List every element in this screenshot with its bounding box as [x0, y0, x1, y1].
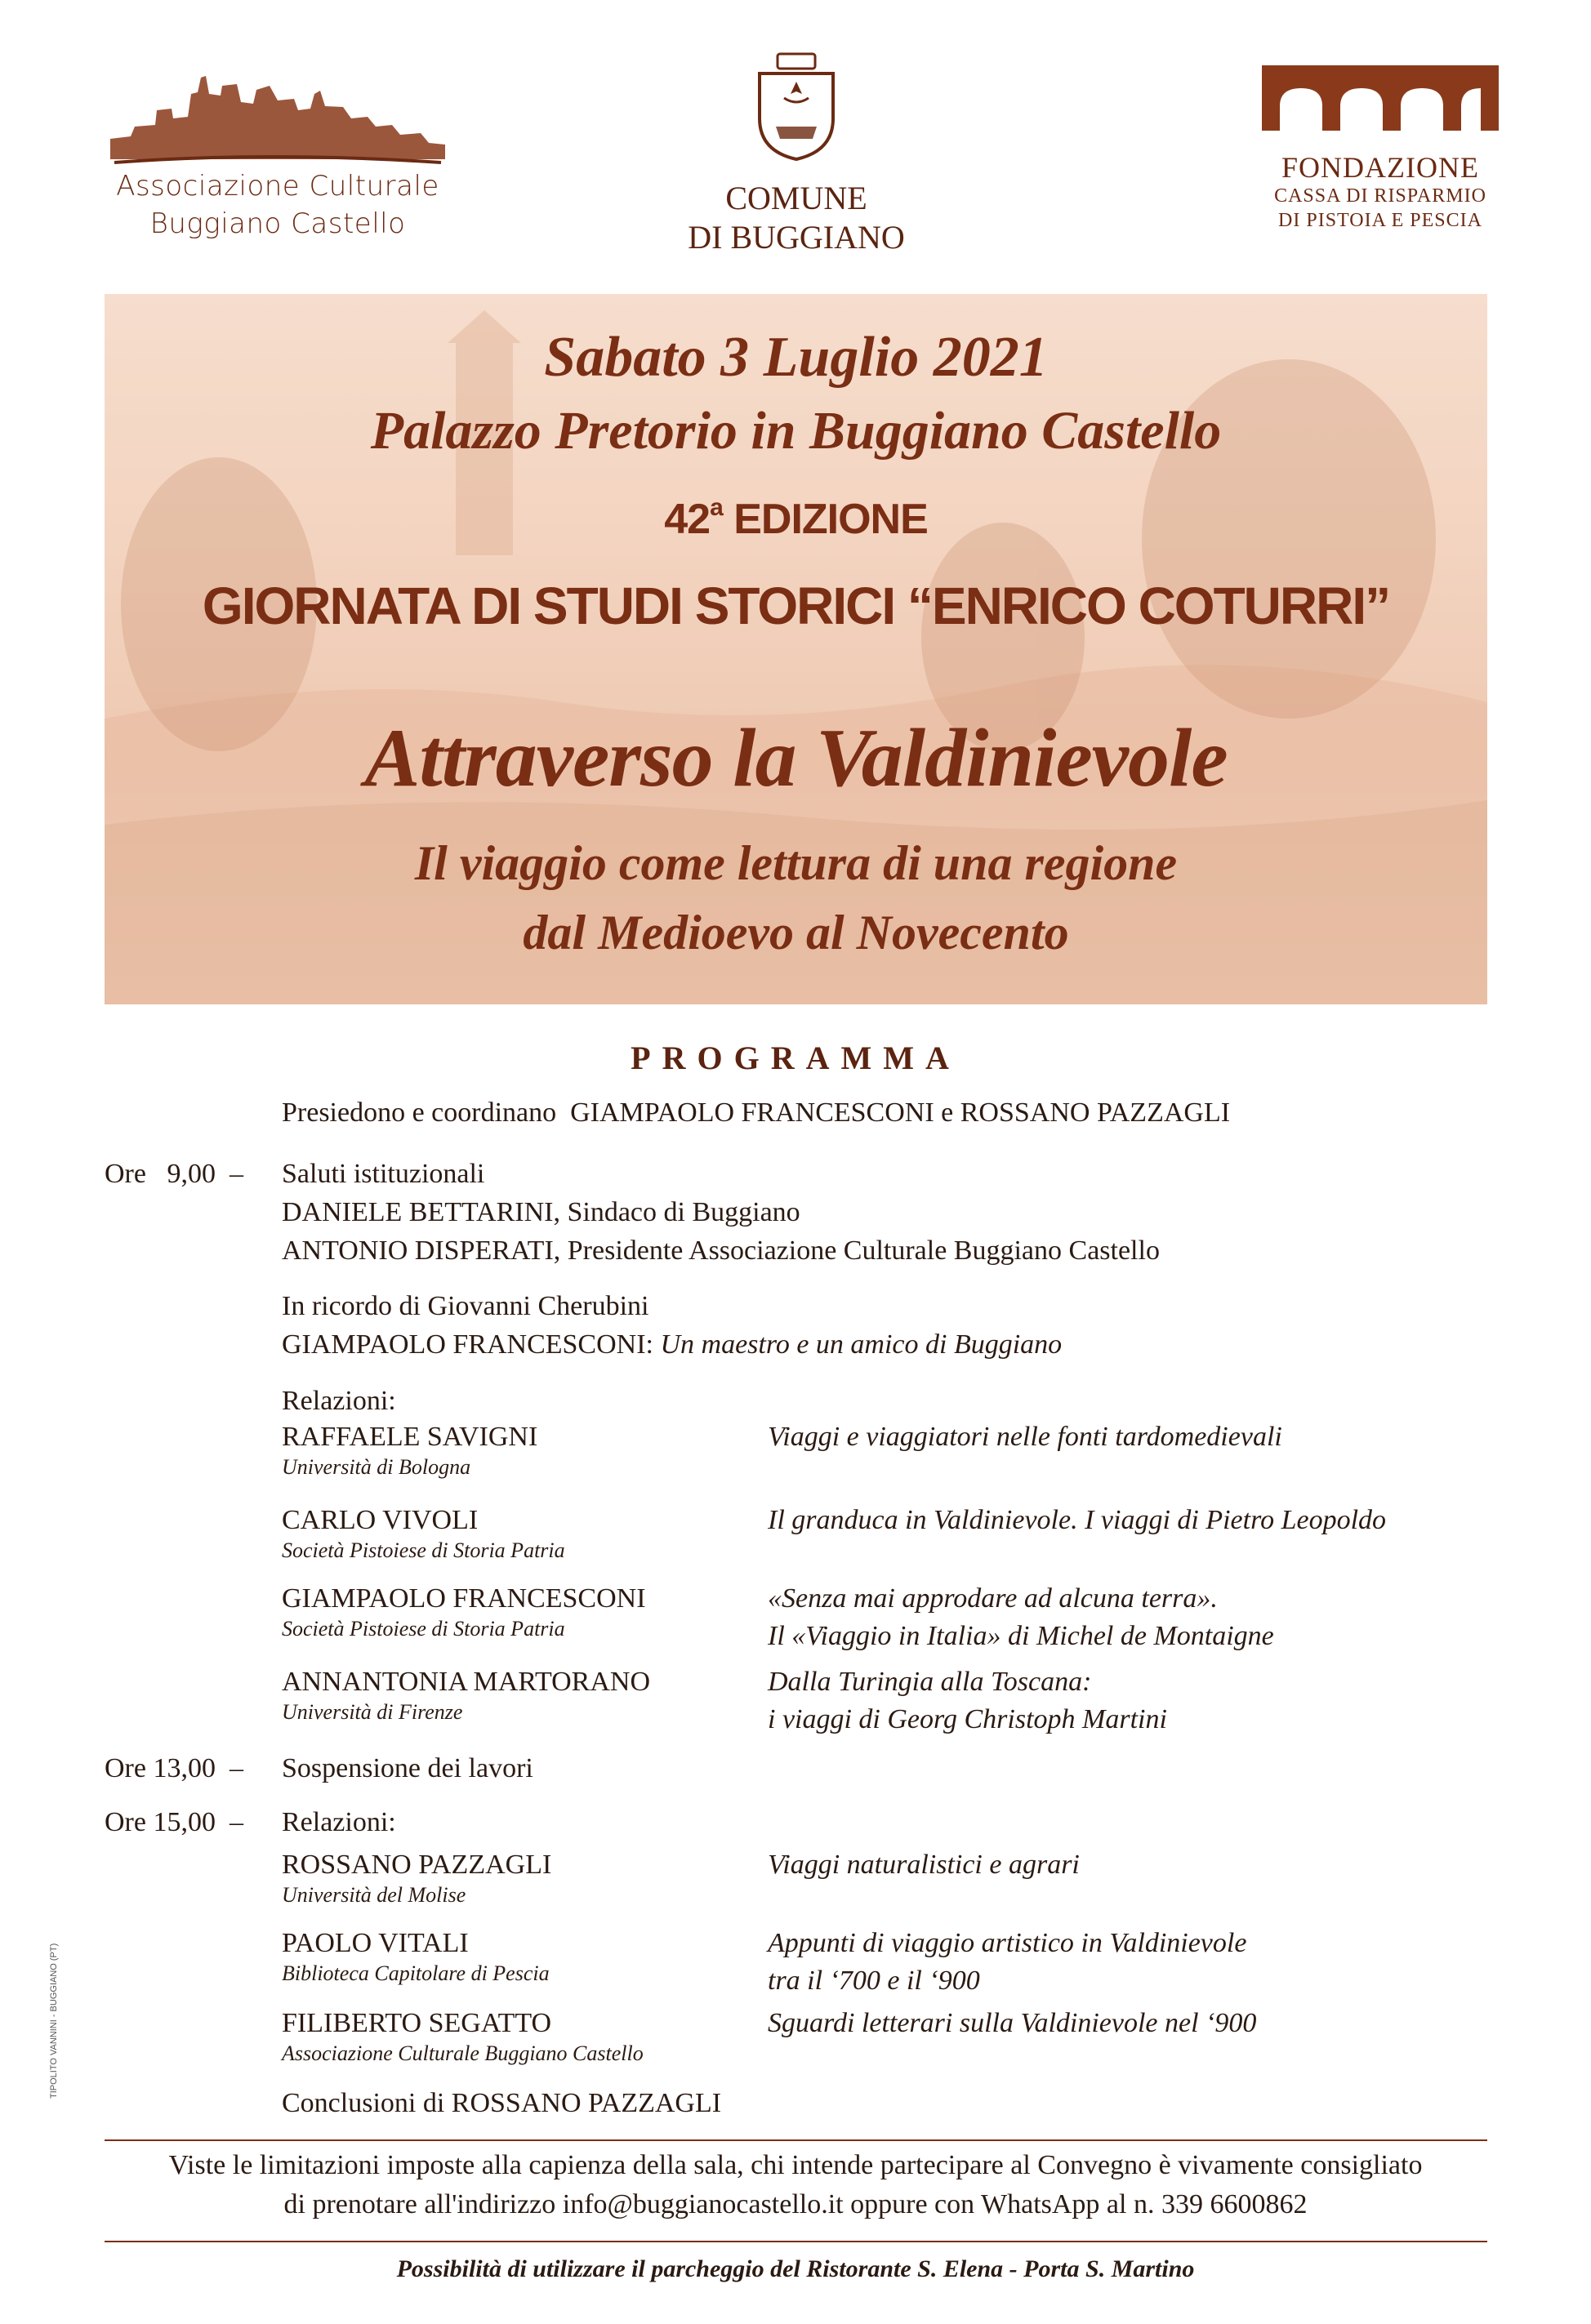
fondazione-sub2: DI PISTOIA E PESCIA: [1278, 210, 1482, 231]
break-time-value: Ore 13,00: [105, 1753, 216, 1783]
time-label: Ore: [105, 1159, 146, 1189]
fondazione-name: FONDAZIONE: [1281, 151, 1479, 184]
comune-logo: [686, 49, 907, 269]
title-banner: [105, 294, 1487, 1004]
talk-title: Dalla Turingia alla Toscana:: [768, 1667, 1092, 1697]
greetings-speaker-2: ANTONIO DISPERATI, Presidente Associazione Culturale Buggiano Castello: [282, 1235, 1160, 1266]
edition-superscript: a: [710, 494, 723, 521]
talk-affiliation: Università del Molise: [282, 1883, 466, 1907]
castle-skyline-illustration: [106, 61, 449, 167]
booking-notice-line2: di prenotare all'indirizzo info@buggianocastello.it oppure con WhatsApp al n. 339 6600862: [283, 2189, 1308, 2219]
comune-name-line1: COMUNE: [725, 180, 867, 216]
talk-speaker: ANNANTONIA MARTORANO: [282, 1667, 650, 1697]
break-label: Sospensione dei lavori: [282, 1753, 533, 1783]
talk-affiliation: Società Pistoiese di Storia Patria: [282, 1538, 565, 1562]
talk-speaker: GIAMPAOLO FRANCESCONI: [282, 1583, 646, 1614]
memory-line: [282, 1329, 1062, 1361]
relazioni-label: Relazioni:: [282, 1386, 396, 1416]
afternoon-time: [105, 1806, 243, 1839]
talk-title-line2: tra il ‘700 e il ‘900: [768, 1966, 980, 1996]
chairs-line: Presiedono e coordinano GIAMPAOLO FRANCESCONI e ROSSANO PAZZAGLI: [282, 1097, 1231, 1128]
talk-title-line2: Il «Viaggio in Italia» di Michel de Montaigne: [768, 1621, 1274, 1651]
talk-title: Viaggi naturalistici e agrari: [768, 1850, 1080, 1880]
event-subtitle-line2: dal Medioevo al Novecento: [523, 906, 1069, 959]
talk-title: Viaggi e viaggiatori nelle fonti tardomedievali: [768, 1422, 1282, 1452]
talk-speaker: CARLO VIVOLI: [282, 1505, 479, 1535]
association-logo: [98, 61, 457, 274]
talk-speaker: PAOLO VITALI: [282, 1928, 469, 1958]
program-heading: PROGRAMMA: [631, 1040, 960, 1076]
event-subtitle-line1: Il viaggio come lettura di una regione: [414, 836, 1178, 890]
edition-number: 42: [664, 496, 711, 543]
afternoon-dash: –: [229, 1807, 243, 1837]
conclusion: Conclusioni di ROSSANO PAZZAGLI: [282, 2088, 722, 2118]
fondazione-sub1: CASSA DI RISPARMIO: [1274, 185, 1486, 207]
event-place: Palazzo Pretorio in Buggiano Castello: [370, 401, 1222, 461]
memory-talk: Un maestro e un amico di Buggiano: [660, 1329, 1063, 1360]
talk-affiliation: Biblioteca Capitolare di Pescia: [282, 1961, 550, 1985]
talk-title: Sguardi letterari sulla Valdinievole nel ‘900: [768, 2008, 1257, 2038]
greetings-title: Saluti istituzionali: [282, 1159, 485, 1189]
time-value: 9,00: [167, 1159, 216, 1189]
association-name-line1: Associazione Culturale: [116, 170, 439, 203]
morning-time: [105, 1158, 243, 1191]
event-date: Sabato 3 Luglio 2021: [544, 326, 1048, 389]
parking-note: Possibilità di utilizzare il parcheggio del Ristorante S. Elena - Porta S. Martino: [396, 2255, 1195, 2282]
time-dash: –: [229, 1159, 243, 1189]
association-name-line2: Buggiano Castello: [149, 207, 406, 240]
talk-title: «Senza mai approdare ad alcuna terra».: [768, 1583, 1218, 1614]
fondazione-logo: [1250, 65, 1511, 269]
talk-affiliation: Società Pistoiese di Storia Patria: [282, 1617, 565, 1641]
divider-bottom: [105, 2241, 1487, 2242]
printer-credit: TIPOLITO VANNINI - BUGGIANO (PT): [49, 1943, 59, 2099]
edition-label: [105, 494, 1487, 544]
break-time: [105, 1752, 243, 1785]
memory-title: In ricordo di Giovanni Cherubini: [282, 1291, 649, 1321]
afternoon-relazioni-label: Relazioni:: [282, 1807, 396, 1837]
comune-name-line2: DI BUGGIANO: [688, 219, 905, 256]
talk-affiliation: Università di Bologna: [282, 1455, 471, 1479]
coat-of-arms-icon: [751, 49, 841, 163]
memory-speaker: GIAMPAOLO FRANCESCONI:: [282, 1329, 653, 1360]
break-dash: –: [229, 1753, 243, 1783]
edition-word: EDIZIONE: [733, 496, 928, 543]
talk-speaker: FILIBERTO SEGATTO: [282, 2008, 552, 2038]
talk-affiliation: Associazione Culturale Buggiano Castello: [282, 2041, 644, 2065]
talk-affiliation: Università di Firenze: [282, 1700, 463, 1724]
divider-top: [105, 2139, 1487, 2141]
event-name: GIORNATA DI STUDI STORICI “ENRICO COTURRI”: [202, 577, 1390, 635]
talk-title-line2: i viaggi di Georg Christoph Martini: [768, 1704, 1167, 1734]
greetings-speaker-1: DANIELE BETTARINI, Sindaco di Buggiano: [282, 1197, 800, 1227]
talk-speaker: RAFFAELE SAVIGNI: [282, 1422, 538, 1452]
talk-speaker: ROSSANO PAZZAGLI: [282, 1850, 552, 1880]
event-title: Attraverso la Valdinievole: [364, 712, 1228, 804]
talk-title: Il granduca in Valdinievole. I viaggi di Pietro Leopoldo: [768, 1505, 1387, 1535]
booking-notice-line1: Viste le limitazioni imposte alla capienza della sala, chi intende partecipare al Convegno è vivamente consigliato: [168, 2150, 1423, 2180]
afternoon-time-value: Ore 15,00: [105, 1807, 216, 1837]
arches-icon: [1262, 65, 1499, 131]
talk-title: Appunti di viaggio artistico in Valdinievole: [768, 1928, 1247, 1958]
